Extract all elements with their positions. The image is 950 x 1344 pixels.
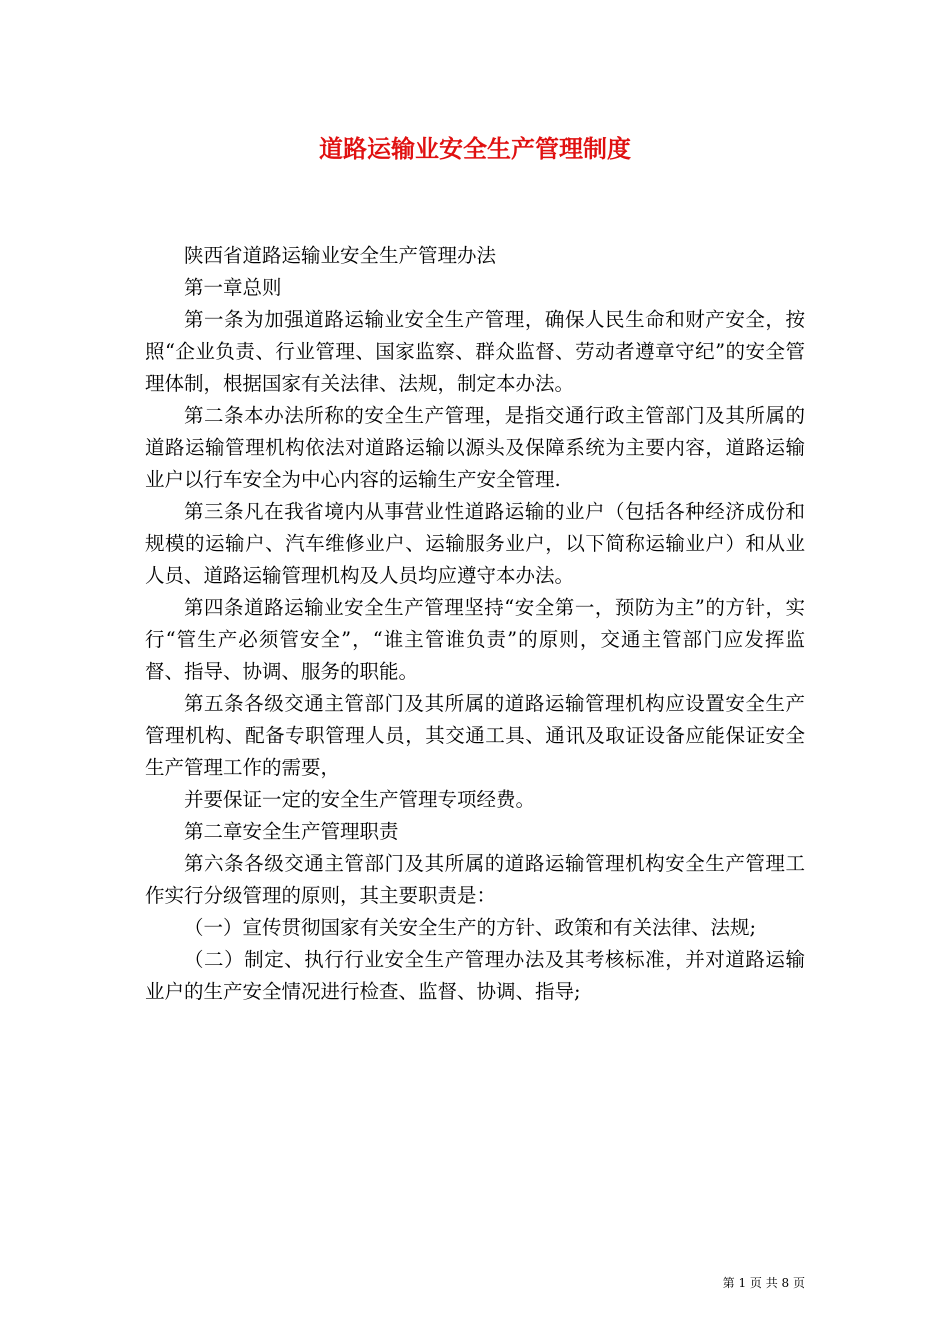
paragraph-12: （二）制定、执行行业安全生产管理办法及其考核标准，并对道路运输业户的生产安全情况进行检查、监督、协调、指导; [145,948,805,1003]
paragraph-9: 第二章安全生产管理职责 [184,820,399,843]
paragraph-10: 第六条各级交通主管部门及其所属的道路运输管理机构安全生产管理工作实行分级管理的原则，其主要职责是： [145,852,805,907]
paragraph-4: 第二条本办法所称的安全生产管理，是指交通行政主管部门及其所属的道路运输管理机构依法对道路运输以源头及保障系统为主要内容，道路运输业户以行车安全为中心内容的运输生产安全管理. [145,404,805,491]
paragraph-2: 第一章总则 [184,276,282,299]
paragraph-3: 第一条为加强道路运输业安全生产管理，确保人民生命和财产安全，按照“企业负责、行业管理、国家监察、群众监督、劳动者遵章守纪”的安全管理体制，根据国家有关法律、法规，制定本办法。 [145,308,805,395]
document-title: 道路运输业安全生产管理制度 [319,134,631,163]
document-body [145,240,805,1008]
paragraph-7: 第五条各级交通主管部门及其所属的道路运输管理机构应设置安全生产管理机构、配备专职管理人员，其交通工具、通讯及取证设备应能保证安全生产管理工作的需要， [145,692,805,779]
paragraph-1: 陕西省道路运输业安全生产管理办法 [184,244,497,267]
paragraph-8: 并要保证一定的安全生产管理专项经费。 [184,788,536,811]
page-indicator: 第 1 页 共 8 页 [722,1276,805,1290]
paragraph-5: 第三条凡在我省境内从事营业性道路运输的业户（包括各种经济成份和规模的运输户、汽车维修业户、运输服务业户，以下简称运输业户）和从业人员、道路运输管理机构及人员均应遵守本办法。 [145,500,805,587]
paragraph-6: 第四条道路运输业安全生产管理坚持“安全第一，预防为主”的方针，实行“管生产必须管安全”，“谁主管谁负责”的原则，交通主管部门应发挥监督、指导、协调、服务的职能。 [145,596,805,683]
paragraph-11: （一）宣传贯彻国家有关安全生产的方针、政策和有关法律、法规; [184,916,757,939]
